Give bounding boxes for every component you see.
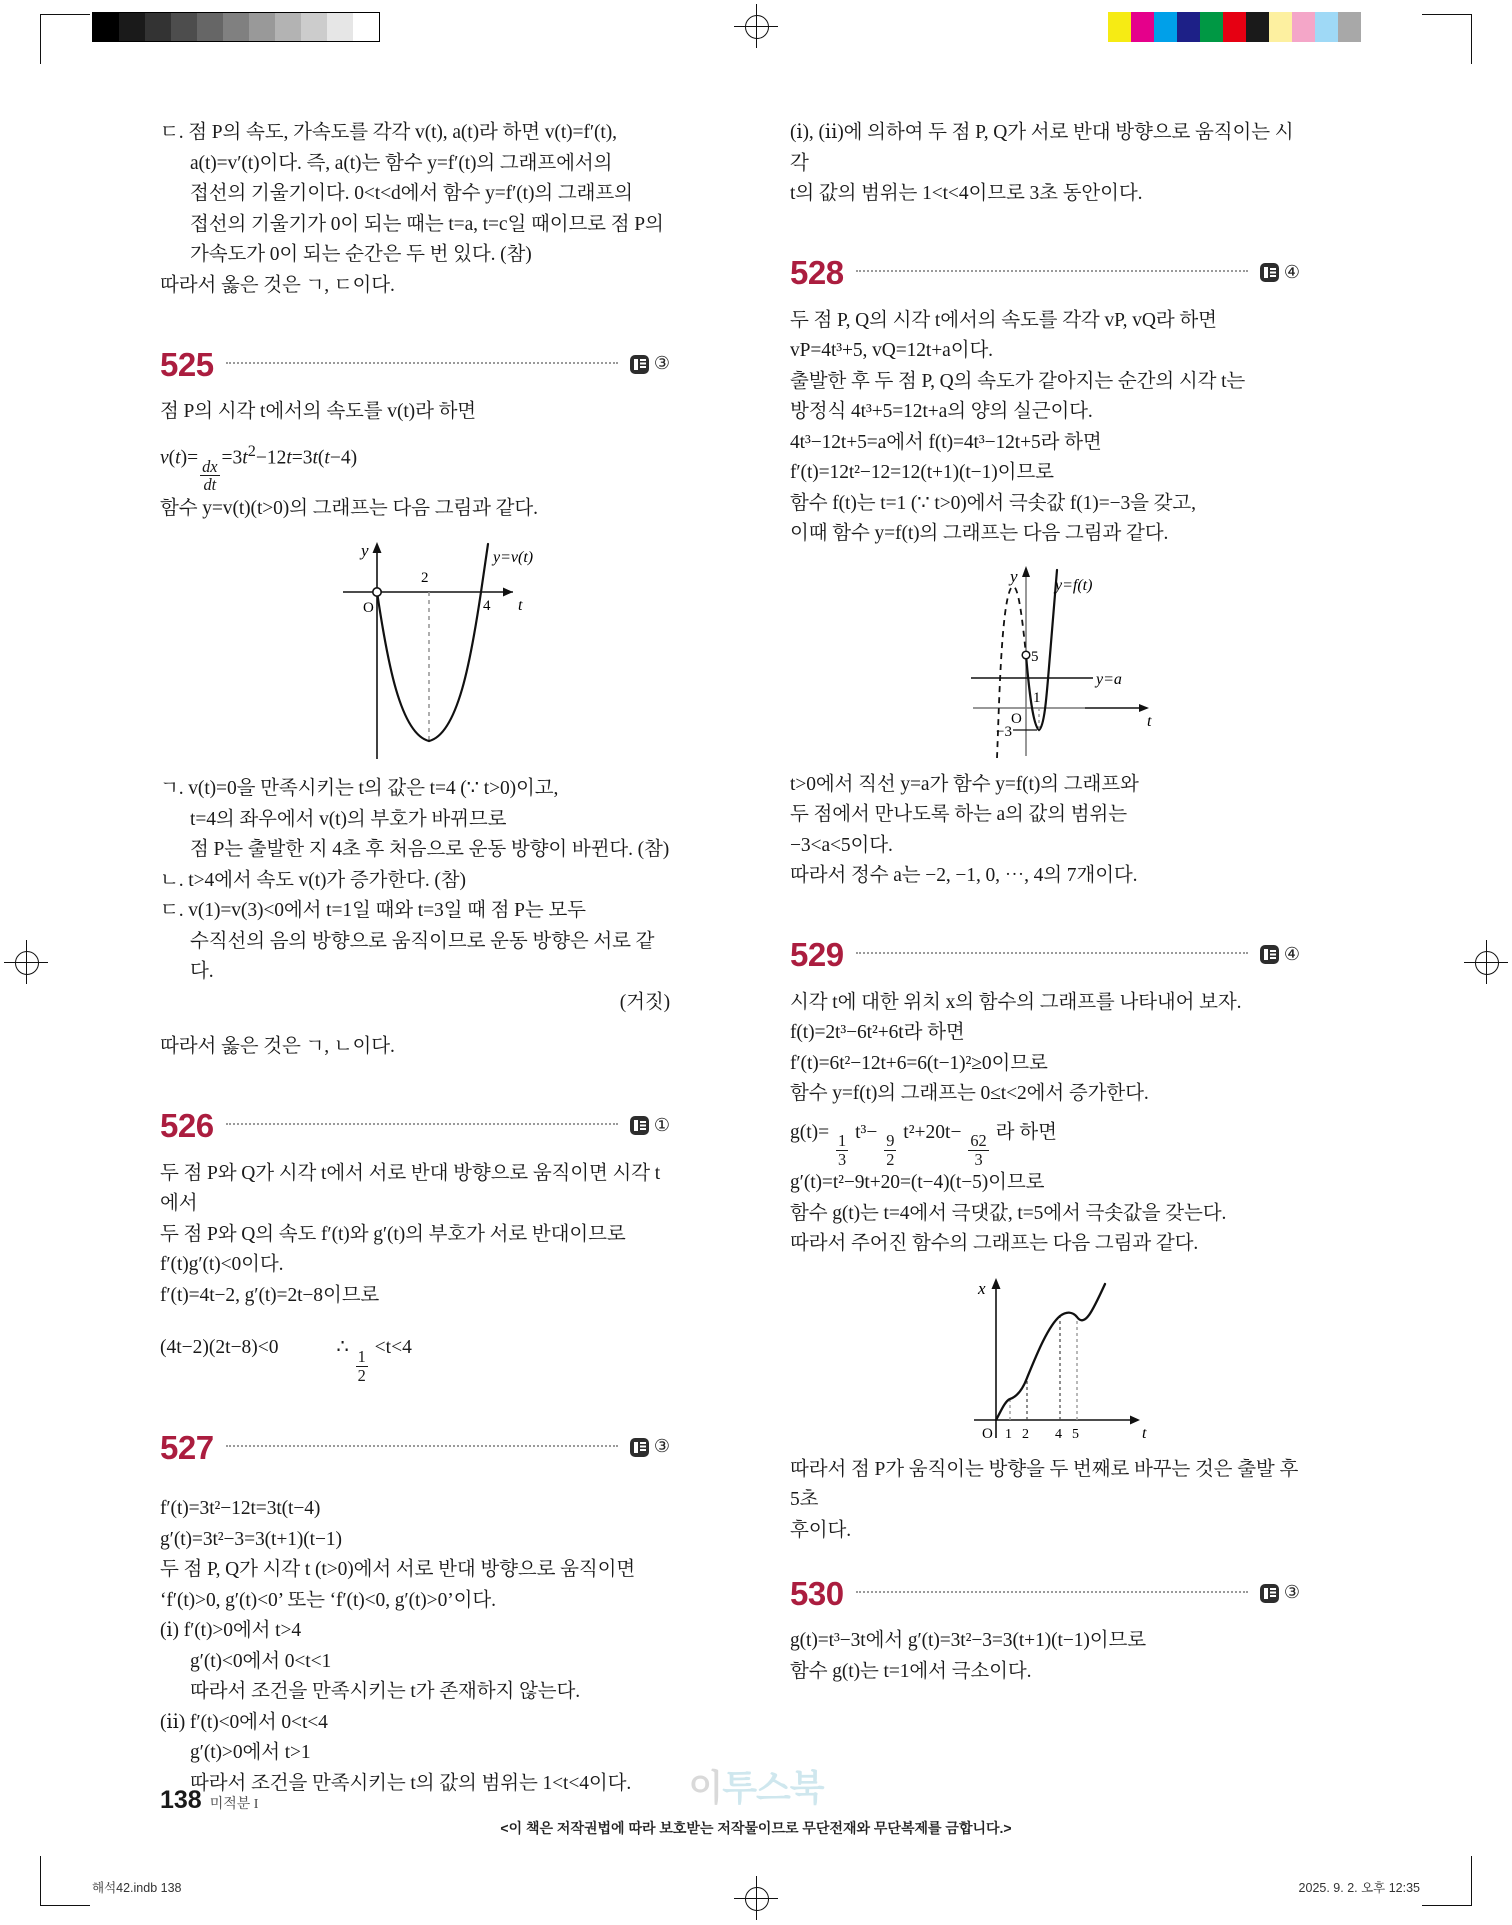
answer-value: ④: [1283, 943, 1300, 965]
x-axis-label: t: [518, 597, 523, 615]
answer-badge: [1260, 945, 1300, 964]
false-marker: (거짓): [619, 991, 670, 1013]
solution-line: 4t³−12t+5=a에서 f(t)=4t³−12t+5라 하면: [790, 431, 1102, 453]
section-spacer: [160, 1063, 670, 1107]
solution-line: ㄷ. v(1)=v(3)<0에서 t=1일 때와 t=3일 때 점 P는 모두: [160, 900, 586, 922]
right-column: [790, 118, 1303, 1687]
inequality-right: <t<4: [374, 1337, 412, 1359]
solution-line: 방정식 4t³+5=12t+a의 양의 실근이다.: [790, 401, 1093, 422]
equation-velocity: v(t)= $\frac{dx}{dt}$ $=3t^2-12t=3t(t-4)$: [160, 441, 358, 495]
x-axis-label: t: [1142, 1424, 1147, 1442]
section-spacer: [790, 210, 1300, 254]
header-dotted-rule: [856, 951, 1248, 954]
solution-line: 함수 g(t)는 t=1에서 극소이다.: [790, 1660, 1032, 1682]
label-5: 5: [1031, 648, 1039, 665]
left-column: [160, 118, 670, 1799]
answer-book-icon: [630, 355, 649, 374]
solution-line: ㄱ. v(t)=0을 만족시키는 t의 값은 t=4 (∵ t>0)이고,: [160, 778, 559, 800]
fraction-numerator: 1: [838, 1131, 847, 1151]
print-file-info: 해석42.indb 138: [92, 1881, 182, 1895]
y-axis-label: y: [1010, 566, 1018, 586]
footer-page-number: [160, 1786, 258, 1815]
solution-line: 따라서 점 P가 움직이는 방향을 두 번째로 바꾸는 것은 출발 후 5초: [790, 1458, 1303, 1511]
logo-text: [688, 1767, 823, 1808]
g-mid-1: t³−: [855, 1121, 878, 1143]
problem-number: 526: [160, 1107, 214, 1145]
line-spacer: [160, 1480, 670, 1494]
solution-line: g(t)=t³−3t에서 g′(t)=3t²−3=3(t+1)(t−1)이므로: [790, 1630, 1146, 1652]
tick-label-5: 5: [1072, 1426, 1079, 1442]
solution-line: 두 점 P와 Q가 시각 t에서 서로 반대 방향으로 움직이면 시각 t에서: [160, 1162, 661, 1215]
section-spacer: [160, 301, 670, 345]
origin-label: O: [363, 600, 374, 617]
carryover-line: 가속도가 0이 되는 순간은 두 번 있다. (참): [190, 244, 532, 265]
solution-line: 두 점에서 만나도록 하는 a의 값의 범위는: [790, 804, 1127, 825]
fraction-sixtytwo-thirds: [968, 1132, 988, 1168]
answer-value: ①: [653, 1114, 670, 1136]
solution-line: 함수 y=f(t)의 그래프는 0≤t<2에서 증가한다.: [790, 1083, 1149, 1104]
logo-text-part1: 이: [688, 1767, 723, 1808]
y-axis-label: x: [978, 1278, 986, 1298]
problem-header: [790, 936, 1300, 974]
solution-line: 함수 f(t)는 t=1 (∵ t>0)에서 극솟값 f(1)=−3을 갖고,: [790, 492, 1196, 514]
fraction-numerator: 62: [970, 1131, 987, 1151]
publisher-logo: [688, 1760, 823, 1811]
line-spacer: [160, 1018, 670, 1032]
problem-525: [160, 345, 670, 1063]
solution-line: 시각 t에 대한 위치 x의 함수의 그래프를 나타내어 보자.: [790, 991, 1242, 1013]
problem-529: [790, 936, 1303, 1547]
solution-line: 두 점 P와 Q의 속도 f′(t)와 g′(t)의 부호가 서로 반대이므로: [160, 1223, 626, 1245]
fraction-denominator: 3: [974, 1149, 983, 1169]
fraction-numerator: 1: [357, 1346, 366, 1366]
carryover-line: a(t)=v′(t)이다. 즉, a(t)는 함수 y=f′(t)의 그래프에서의: [190, 152, 613, 174]
figure-intro: 함수 y=v(t)(t>0)의 그래프는 다음 그림과 같다.: [160, 497, 538, 519]
fraction-denominator: 3: [838, 1149, 847, 1169]
solution-line: 따라서 조건을 만족시키는 t의 값의 범위는 1<t<4이다.: [190, 1772, 632, 1794]
section-spacer: [790, 892, 1300, 936]
solution-line: g′(t)<0에서 0<t<1: [190, 1650, 332, 1672]
inequality-left: (4t−2)(2t−8)<0: [160, 1337, 279, 1359]
solution-line: g′(t)=3t²−3=3(t+1)(t−1): [160, 1528, 342, 1550]
solution-line: 후이다.: [790, 1519, 851, 1541]
fraction-nine-halves: [884, 1132, 896, 1168]
answer-value: ③: [1283, 1582, 1300, 1604]
curve-label: y=v(t): [493, 549, 534, 567]
answer-value: ④: [1283, 261, 1300, 283]
figure-container: [790, 560, 1300, 760]
solution-line: t>0에서 직선 y=a가 함수 y=f(t)의 그래프와: [790, 773, 1139, 795]
print-date-stamp: 2025. 9. 2. 오후 12:35: [1298, 1881, 1420, 1895]
carryover-line: 접선의 기울기이다. 0<t<d에서 함수 y=f′(t)의 그래프의: [190, 183, 633, 204]
answer-book-icon: [630, 1438, 649, 1457]
problem-number: 528: [790, 254, 844, 291]
line-spacer: [160, 1311, 670, 1325]
figure-container: [160, 534, 670, 764]
answer-badge: [630, 1438, 670, 1457]
problem-527: [160, 1428, 670, 1799]
y-axis-label: y: [361, 541, 369, 561]
solution-line: 따라서 조건을 만족시키는 t가 존재하지 않는다.: [190, 1681, 580, 1703]
problem-number: 530: [790, 1574, 844, 1612]
copyright-notice: <이 책은 저작권법에 따라 보호받는 저작물이므로 무단전재와 무단복제를 금합니다.>: [500, 1820, 1012, 1836]
solution-line: 따라서 정수 a는 −2, −1, 0, ⋯, 4의 7개이다.: [790, 865, 1138, 886]
solution-line: 수직선의 음의 방향으로 움직이므로 운동 방향은 서로 같다.: [190, 930, 655, 983]
header-dotted-rule: [856, 1590, 1248, 1593]
label-neg3: −3: [996, 723, 1012, 740]
solution-line: g′(t)=t²−9t+20=(t−4)(t−5)이므로: [790, 1172, 1045, 1194]
problem-header: [790, 254, 1300, 292]
solution-line: f′(t)g′(t)<0이다.: [160, 1254, 284, 1276]
answer-badge: [1260, 263, 1300, 282]
solution-line: 함수 g(t)는 t=4에서 극댓값, t=5에서 극솟값을 갖는다.: [790, 1202, 1227, 1224]
g-suffix: 라 하면: [995, 1121, 1057, 1143]
problem-number: 529: [790, 936, 844, 973]
solution-line: (ⅰ) f′(t)>0에서 t>4: [160, 1620, 302, 1642]
fraction-one-half: [356, 1348, 368, 1384]
equation-g-of-t: [790, 1110, 1300, 1169]
answer-book-icon: [1260, 945, 1279, 964]
solution-line: 점 P의 시각 t에서의 속도를 v(t)라 하면: [160, 401, 477, 422]
header-dotted-rule: [226, 1444, 618, 1447]
solution-line: (ⅱ) f′(t)<0에서 0<t<4: [160, 1711, 328, 1733]
solution-line: f′(t)=3t²−12t=3t(t−4): [160, 1498, 321, 1520]
carryover-line: t의 값의 범위는 1<t<4이므로 3초 동안이다.: [790, 183, 1143, 204]
line-label-y-equals-a: y=a: [1096, 670, 1122, 688]
solution-line: ㄴ. t>4에서 속도 v(t)가 증가한다. (참): [160, 869, 466, 891]
problem-header: [160, 1107, 670, 1145]
problem-number: 525: [160, 345, 214, 383]
carryover-line: 접선의 기울기가 0이 되는 때는 t=a, t=c일 때이므로 점 P의: [190, 213, 664, 235]
solution-line: 이때 함수 y=f(t)의 그래프는 다음 그림과 같다.: [790, 523, 1169, 544]
figure-container: [790, 1270, 1300, 1445]
problem-number: 527: [160, 1428, 214, 1466]
carryover-line: (ⅰ), (ⅱ)에 의하여 두 점 P, Q가 서로 반대 방향으로 움직이는 시각: [790, 122, 1294, 174]
solution-line: t=4의 좌우에서 v(t)의 부호가 바뀌므로: [190, 808, 507, 830]
header-dotted-rule: [226, 361, 618, 364]
header-dotted-rule: [856, 269, 1248, 272]
g-mid-2: t²+20t−: [903, 1121, 962, 1143]
inequality-result: [160, 1325, 670, 1384]
solution-line: −3<a<5이다.: [790, 834, 893, 856]
tick-label-4: 4: [483, 598, 491, 615]
solution-line: 출발한 후 두 점 P, Q의 속도가 같아지는 순간의 시각 t는: [790, 370, 1246, 392]
answer-book-icon: [1260, 263, 1279, 282]
problem-526: [160, 1107, 670, 1384]
label-1: 1: [1033, 689, 1041, 706]
fraction-dx-dt: $\frac{dx}{dt}$: [202, 456, 218, 495]
solution-line: g′(t)>0에서 t>1: [190, 1742, 311, 1764]
page-subject: 미적분 I: [209, 1797, 259, 1812]
carryover-solution: [160, 118, 670, 301]
carryover-conclusion: 따라서 옳은 것은 ㄱ, ㄷ이다.: [160, 274, 395, 296]
answer-book-icon: [630, 1116, 649, 1135]
tick-label-4: 4: [1055, 1426, 1062, 1442]
section-spacer: [790, 1546, 1300, 1574]
page-number: 138: [160, 1786, 202, 1814]
answer-value: ③: [653, 353, 670, 374]
tick-label-2: 2: [1022, 1426, 1029, 1442]
therefore-symbol: ∴: [336, 1337, 349, 1359]
solution-line: ‘f′(t)>0, g′(t)<0’ 또는 ‘f′(t)<0, g′(t)>0’이다.: [160, 1589, 496, 1611]
logo-text-part2: 투스북: [722, 1767, 824, 1808]
problem-header: [790, 1574, 1300, 1612]
x-axis-label: t: [1147, 712, 1152, 730]
solution-line: 두 점 P, Q의 시각 t에서의 속도를 각각 vP, vQ라 하면: [790, 309, 1217, 331]
tick-label-1: 1: [1005, 1426, 1012, 1442]
origin-label-real: O: [1011, 710, 1022, 727]
fraction-numerator: 9: [886, 1131, 895, 1151]
solution-line: 점 P는 출발한 지 4초 후 처음으로 운동 방향이 바뀐다. (참): [190, 839, 670, 861]
header-dotted-rule: [226, 1122, 618, 1125]
tick-label-2: 2: [421, 570, 429, 587]
solution-line: f(t)=2t³−6t²+6t라 하면: [790, 1022, 965, 1043]
position-xt-graph: [960, 1270, 1190, 1445]
carryover-solution-right: [790, 118, 1300, 210]
carryover-line: ㄷ. 점 P의 속도, 가속도를 각각 v(t), a(t)라 하면 v(t)=f′(t),: [160, 122, 617, 143]
solution-conclusion: 따라서 옳은 것은 ㄱ, ㄴ이다.: [160, 1036, 395, 1058]
fraction-denominator: 2: [357, 1365, 366, 1385]
solution-line: vP=4t³+5, vQ=12t+a이다.: [790, 340, 993, 361]
answer-badge: [630, 1116, 670, 1135]
parabola-velocity-graph: [325, 534, 545, 764]
answer-badge: [1260, 1584, 1300, 1603]
problem-header: [160, 1428, 670, 1466]
fraction-denominator: 2: [886, 1149, 895, 1169]
solution-line: 따라서 주어진 함수의 그래프는 다음 그림과 같다.: [790, 1233, 1199, 1255]
solution-line: f′(t)=6t²−12t+6=6(t−1)²≥0이므로: [790, 1052, 1048, 1074]
cubic-ft-graph: [965, 560, 1215, 760]
origin-label: O: [982, 1425, 993, 1442]
solution-line: f′(t)=4t−2, g′(t)=2t−8이므로: [160, 1284, 380, 1306]
curve-label: y=f(t): [1055, 576, 1093, 594]
solution-line: 두 점 P, Q가 시각 t (t>0)에서 서로 반대 방향으로 움직이면: [160, 1559, 636, 1581]
fraction-one-third: [836, 1132, 848, 1168]
answer-badge: [630, 355, 670, 374]
section-spacer: [160, 1384, 670, 1428]
problem-528: [790, 254, 1300, 892]
answer-value: ③: [653, 1436, 670, 1458]
solution-line: f′(t)=12t²−12=12(t+1)(t−1)이므로: [790, 462, 1054, 483]
problem-header: [160, 345, 670, 383]
problem-530: [790, 1574, 1300, 1687]
answer-book-icon: [1260, 1584, 1279, 1603]
g-prefix: g(t)=: [790, 1121, 830, 1143]
